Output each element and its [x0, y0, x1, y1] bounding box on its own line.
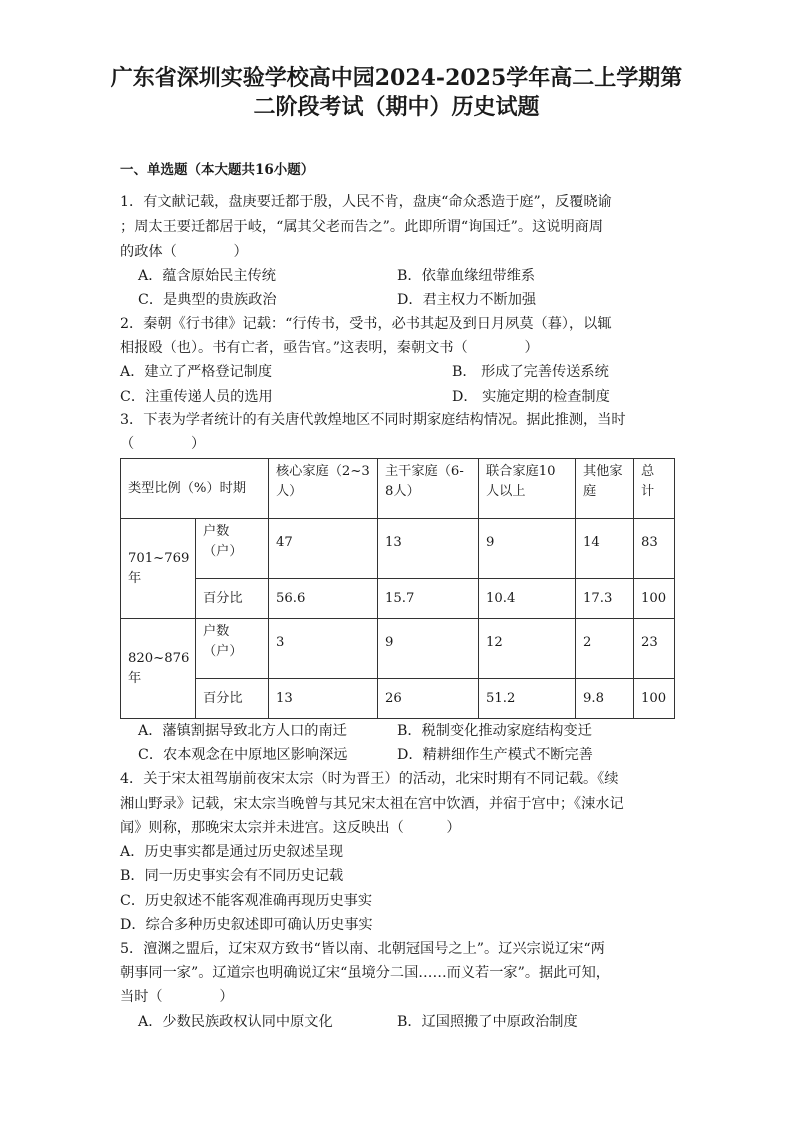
section-heading: 一、单选题（本大题共16小题）	[120, 162, 315, 178]
page-title	[60, 64, 733, 122]
table-header-cell: 核心家庭（2~3人）	[269, 459, 378, 519]
q1-option-c[interactable]: C．是典型的贵族政治	[138, 292, 277, 308]
q3-stem-line-1: 3．下表为学者统计的有关唐代敦煌地区不同时期家庭结构情况。据此推测，当时	[120, 412, 626, 428]
table-cell: 10.4	[479, 579, 576, 619]
q4-option-c[interactable]: C．历史叙述不能客观准确再现历史事实	[120, 893, 373, 909]
row-label: 户数（户）	[196, 619, 269, 679]
row-label: 百分比	[196, 679, 269, 719]
q2-option-a[interactable]: A．建立了严格登记制度	[120, 364, 273, 380]
q1-option-b[interactable]: B．依靠血缘纽带维系	[397, 268, 536, 284]
q1-option-a[interactable]: A．蕴含原始民主传统	[138, 268, 276, 284]
q1-stem-line-3: 的政体（ ）	[120, 244, 248, 260]
table-cell: 100	[634, 679, 675, 719]
q4-stem-line-2: 湘山野录》记载，宋太宗当晚曾与其兄宋太祖在宫中饮酒，并宿于宫中；《涑水记	[120, 796, 624, 812]
table-cell: 23	[634, 619, 675, 679]
table-cell: 2	[576, 619, 634, 679]
q5-stem-line-3: 当时（ ）	[120, 989, 234, 1005]
table-cell: 83	[634, 519, 675, 579]
table-row	[121, 619, 675, 679]
table-header-cell: 其他家庭	[576, 459, 634, 519]
table-cell: 47	[269, 519, 378, 579]
q5-stem-line-2: 朝事同一家”。辽道宗也明确说辽宋“虽境分二国……而义若一家”。据此可知，	[120, 965, 610, 981]
period-label: 820~876年	[121, 619, 196, 719]
q3-option-c[interactable]: C．农本观念在中原地区影响深远	[138, 747, 348, 763]
table-cell: 51.2	[479, 679, 576, 719]
table-header-row	[121, 459, 675, 519]
family-structure-table	[120, 458, 675, 719]
q4-option-d[interactable]: D．综合多种历史叙述即可确认历史事实	[120, 917, 373, 933]
q3-option-b[interactable]: B．税制变化推动家庭结构变迁	[397, 723, 592, 739]
table-row	[121, 519, 675, 579]
table-cell: 15.7	[378, 579, 479, 619]
row-label: 百分比	[196, 579, 269, 619]
table-cell: 17.3	[576, 579, 634, 619]
table-cell: 14	[576, 519, 634, 579]
table-header-cell: 联合家庭10人以上	[479, 459, 576, 519]
table-cell: 9	[479, 519, 576, 579]
period-label: 701~769年	[121, 519, 196, 619]
table-cell: 9	[378, 619, 479, 679]
q2-stem-line-1: 2．秦朝《行书律》记载：“行传书，受书，必书其起及到日月夙莫（暮），以辄	[120, 316, 612, 332]
table-row	[121, 579, 675, 619]
table-cell: 26	[378, 679, 479, 719]
q4-stem-line-3: 闻》则称，那晚宋太宗并未进宫。这反映出（ ）	[120, 820, 461, 836]
title-line-1: 广东省深圳实验学校高中园2024-2025学年高二上学期第	[110, 65, 683, 91]
q2-option-d[interactable]: D． 实施定期的检查制度	[452, 389, 610, 405]
q3-option-d[interactable]: D．精耕细作生产模式不断完善	[397, 747, 593, 763]
table-cell: 56.6	[269, 579, 378, 619]
table-cell: 13	[378, 519, 479, 579]
q2-option-b[interactable]: B． 形成了完善传送系统	[452, 364, 609, 380]
q3-stem-line-2: （ ）	[120, 436, 206, 452]
q3-option-a[interactable]: A．藩镇割据导致北方人口的南迁	[138, 723, 347, 739]
table-cell: 100	[634, 579, 675, 619]
table-header-cell: 主干家庭（6-8人）	[378, 459, 479, 519]
q1-stem-line-1: 1．有文献记载，盘庚要迁都于殷，人民不肯，盘庚“命众悉造于庭”，反覆晓谕	[120, 194, 612, 210]
q5-stem-line-1: 5．澶渊之盟后，辽宋双方致书“皆以南、北朝冠国号之上”。辽兴宗说辽宋“两	[120, 941, 605, 957]
q4-option-a[interactable]: A．历史事实都是通过历史叙述呈现	[120, 844, 344, 860]
q5-option-b[interactable]: B．辽国照搬了中原政治制度	[397, 1014, 578, 1030]
q4-stem-line-1: 4．关于宋太祖驾崩前夜宋太宗（时为晋王）的活动，北宋时期有不同记载。《续	[120, 771, 619, 787]
row-label: 户数（户）	[196, 519, 269, 579]
q2-option-c[interactable]: C．注重传递人员的选用	[120, 389, 273, 405]
q1-stem-line-2: ；周太王要迁都居于岐，“属其父老而告之”。此即所谓“询国迁”。这说明商周	[120, 219, 604, 235]
title-line-2: 二阶段考试（期中）历史试题	[253, 94, 540, 120]
table-cell: 3	[269, 619, 378, 679]
q2-stem-line-2: 相报殴（也）。书有亡者，亟告官。”这表明，秦朝文书（ ）	[120, 340, 539, 356]
table-header-cell: 总计	[634, 459, 675, 519]
q5-option-a[interactable]: A．少数民族政权认同中原文化	[138, 1014, 333, 1030]
table-corner-header: 类型比例（%）时期	[121, 459, 269, 519]
table-row	[121, 679, 675, 719]
q1-option-d[interactable]: D．君主权力不断加强	[397, 292, 537, 308]
table-cell: 13	[269, 679, 378, 719]
table-cell: 9.8	[576, 679, 634, 719]
q4-option-b[interactable]: B．同一历史事实会有不同历史记载	[120, 868, 344, 884]
table-cell: 12	[479, 619, 576, 679]
